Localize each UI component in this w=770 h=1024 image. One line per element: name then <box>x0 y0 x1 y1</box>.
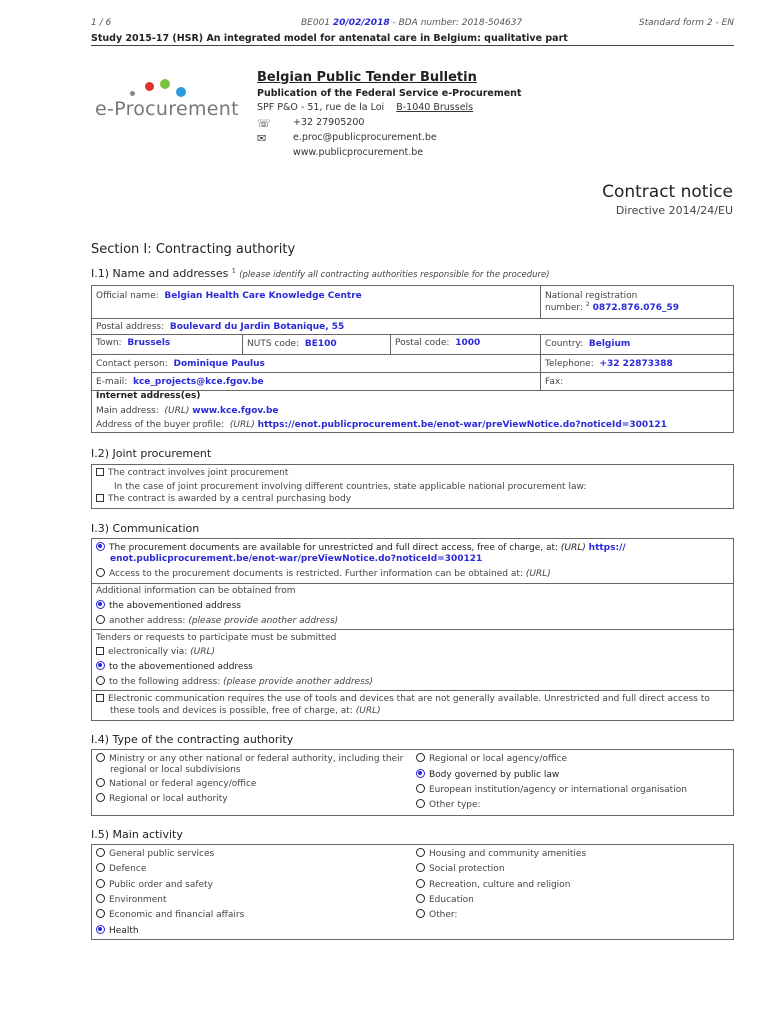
envelope-icon: ✉ <box>257 132 267 145</box>
notice-title: Contract notice <box>602 182 733 202</box>
tenders-label: Tenders or requests to participate must be submitted <box>96 633 337 643</box>
notice-directive: Directive 2014/24/EU <box>615 204 733 217</box>
activity-option: Other: <box>416 909 457 920</box>
activity-radio[interactable] <box>416 863 425 872</box>
authority-type-option: Regional or local agency/office <box>416 753 567 764</box>
main-address-link[interactable]: www.kce.fgov.be <box>192 406 279 416</box>
ecomm-option: Electronic communication requires the use of tools and devices that are not generally available. Unrestricted and full direct access to <box>96 694 710 704</box>
country: Country: Belgium <box>545 339 631 349</box>
authority-type-option: National or federal agency/office <box>96 778 256 789</box>
authority-european-radio[interactable] <box>416 784 425 793</box>
activity-radio[interactable] <box>416 909 425 918</box>
activity-option: Health <box>96 925 139 936</box>
central-purchasing-option: The contract is awarded by a central purchasing body <box>96 494 351 504</box>
docs-unrestricted-radio[interactable] <box>96 542 105 551</box>
activity-radio[interactable] <box>96 863 105 872</box>
contact-person: Contact person: Dominique Paulus <box>96 359 265 369</box>
activity-option: Environment <box>96 894 166 905</box>
authority-regional-agency-radio[interactable] <box>416 753 425 762</box>
joint-procurement-box <box>91 464 734 509</box>
study-title: Study 2015-17 (HSR) An integrated model for antenatal care in Belgium: qualitative part <box>91 33 568 44</box>
fax: Fax: <box>545 377 564 387</box>
postal-address: Postal address: Boulevard du Jardin Botanique, 55 <box>96 322 345 332</box>
national-registration: National registration number: $^2$ 0872.876.076_59 <box>545 291 680 313</box>
docs-url-continued <box>110 554 482 564</box>
tenders-electronic-checkbox[interactable] <box>96 647 104 655</box>
activity-radio[interactable] <box>416 894 425 903</box>
joint-checkbox[interactable] <box>96 468 104 476</box>
authority-type-option: Body governed by public law <box>416 769 559 780</box>
email: E-mail: kce_projects@kce.fgov.be <box>96 377 264 387</box>
docs-unrestricted-option: The procurement documents are available for unrestricted and full direct access, free of charge, at: (URL) https:// <box>96 542 626 553</box>
tenders-following-option: to the following address: (please provide another address) <box>96 676 373 687</box>
form-name: Standard form 2 - EN <box>638 18 734 28</box>
joint-procurement-option: The contract involves joint procurement <box>96 468 288 478</box>
communication-box <box>91 538 734 721</box>
official-name: Official name: Belgian Health Care Knowledge Centre <box>96 291 362 301</box>
authority-ministry-radio[interactable] <box>96 753 105 762</box>
header-divider <box>91 45 734 46</box>
tenders-above-option: to the abovementioned address <box>96 661 253 672</box>
additional-info-label: Additional information can be obtained from <box>96 586 296 596</box>
activity-radio[interactable] <box>96 879 105 888</box>
subsection-title-i2: I.2) Joint procurement <box>91 447 212 460</box>
authority-regional-authority-radio[interactable] <box>96 793 105 802</box>
activity-radio[interactable] <box>96 909 105 918</box>
activity-option: Economic and financial affairs <box>96 909 244 920</box>
tenders-following-radio[interactable] <box>96 676 105 685</box>
tenders-electronic-option: electronically via: (URL) <box>96 647 215 657</box>
logo-dots <box>130 78 190 100</box>
addinfo-another-option: another address: (please provide another address) <box>96 615 338 626</box>
main-address: Main address: (URL) www.kce.fgov.be <box>96 406 279 416</box>
bulletin-phone: ☏ +32 27905200 <box>257 117 365 130</box>
eprocurement-logo: e-Procurement <box>95 98 239 120</box>
addinfo-above-radio[interactable] <box>96 600 105 609</box>
activity-radio[interactable] <box>416 879 425 888</box>
joint-procurement-note: In the case of joint procurement involving different countries, state applicable national procurement law: <box>114 482 587 492</box>
docs-restricted-option: Access to the procurement documents is restricted. Further information can be obtained at: (URL) <box>96 568 551 579</box>
ecomm-option-continued: these tools and devices is possible, free of charge, at: (URL) <box>110 706 381 716</box>
authority-other-radio[interactable] <box>416 799 425 808</box>
town: Town: Brussels <box>96 338 171 348</box>
activity-radio[interactable] <box>96 848 105 857</box>
nuts-code: NUTS code: BE100 <box>247 339 337 349</box>
page-number: 1 / 6 <box>91 18 112 28</box>
authority-type-box <box>91 749 734 816</box>
docs-url-link[interactable]: enot.publicprocurement.be/enot-war/preViewNotice.do?noticeId=300121 <box>110 554 483 564</box>
activity-option: Recreation, culture and religion <box>416 879 570 890</box>
authority-type-option: Regional or local authority <box>96 793 228 804</box>
bulletin-address: SPF P&O - 51, rue de la Loi B-1040 Brussels <box>257 102 474 113</box>
docs-restricted-radio[interactable] <box>96 568 105 577</box>
name-addresses-box <box>91 285 734 433</box>
activity-option: Defence <box>96 863 146 874</box>
internet-addresses-label: Internet address(es) <box>96 391 201 401</box>
form-reference: BE001 20/02/2018 - BDA number: 2018-504637 <box>301 18 523 28</box>
section-title: Section I: Contracting authority <box>91 242 296 257</box>
buyer-profile: Address of the buyer profile: (URL) https://enot.publicprocurement.be/enot-war/preViewNotice.do?noticeId=300121 <box>96 420 667 430</box>
authority-public-law-radio[interactable] <box>416 769 425 778</box>
authority-ministry-continued: regional or local subdivisions <box>110 765 241 775</box>
subsection-title-i5: I.5) Main activity <box>91 828 183 841</box>
central-checkbox[interactable] <box>96 494 104 502</box>
bulletin-email: ✉ e.proc@publicprocurement.be <box>257 132 437 145</box>
buyer-profile-link[interactable]: https://enot.publicprocurement.be/enot-war/preViewNotice.do?noticeId=300121 <box>257 420 667 430</box>
telephone: Telephone: +32 22873388 <box>545 359 673 369</box>
tenders-above-radio[interactable] <box>96 661 105 670</box>
authority-type-option: Ministry or any other national or federal authority, including their <box>96 753 403 764</box>
authority-type-option: European institution/agency or international organisation <box>416 784 687 795</box>
activity-radio[interactable] <box>416 848 425 857</box>
activity-option: Public order and safety <box>96 879 213 890</box>
activity-option: Social protection <box>416 863 505 874</box>
subsection-title-i3: I.3) Communication <box>91 522 200 535</box>
authority-national-agency-radio[interactable] <box>96 778 105 787</box>
addinfo-above-option: the abovementioned address <box>96 600 241 611</box>
subsection-title-i4: I.4) Type of the contracting authority <box>91 733 294 746</box>
activity-radio[interactable] <box>96 894 105 903</box>
activity-health-radio[interactable] <box>96 925 105 934</box>
addinfo-another-radio[interactable] <box>96 615 105 624</box>
ecomm-checkbox[interactable] <box>96 694 104 702</box>
postal-code: Postal code: 1000 <box>395 338 481 348</box>
authority-type-option: Other type: <box>416 799 481 810</box>
activity-option: General public services <box>96 848 214 859</box>
subsection-title-i1: I.1) Name and addresses $^1$ (please identify all contracting authorities responsible for the procedure) <box>91 267 550 280</box>
main-activity-box <box>91 844 734 940</box>
bulletin-title: Belgian Public Tender Bulletin <box>257 70 477 85</box>
fax-icon: ☏ <box>257 117 271 130</box>
docs-url-link-start[interactable]: https:// <box>588 543 626 553</box>
activity-option: Housing and community amenities <box>416 848 586 859</box>
bulletin-subtitle: Publication of the Federal Service e-Procurement <box>257 88 522 99</box>
activity-option: Education <box>416 894 474 905</box>
